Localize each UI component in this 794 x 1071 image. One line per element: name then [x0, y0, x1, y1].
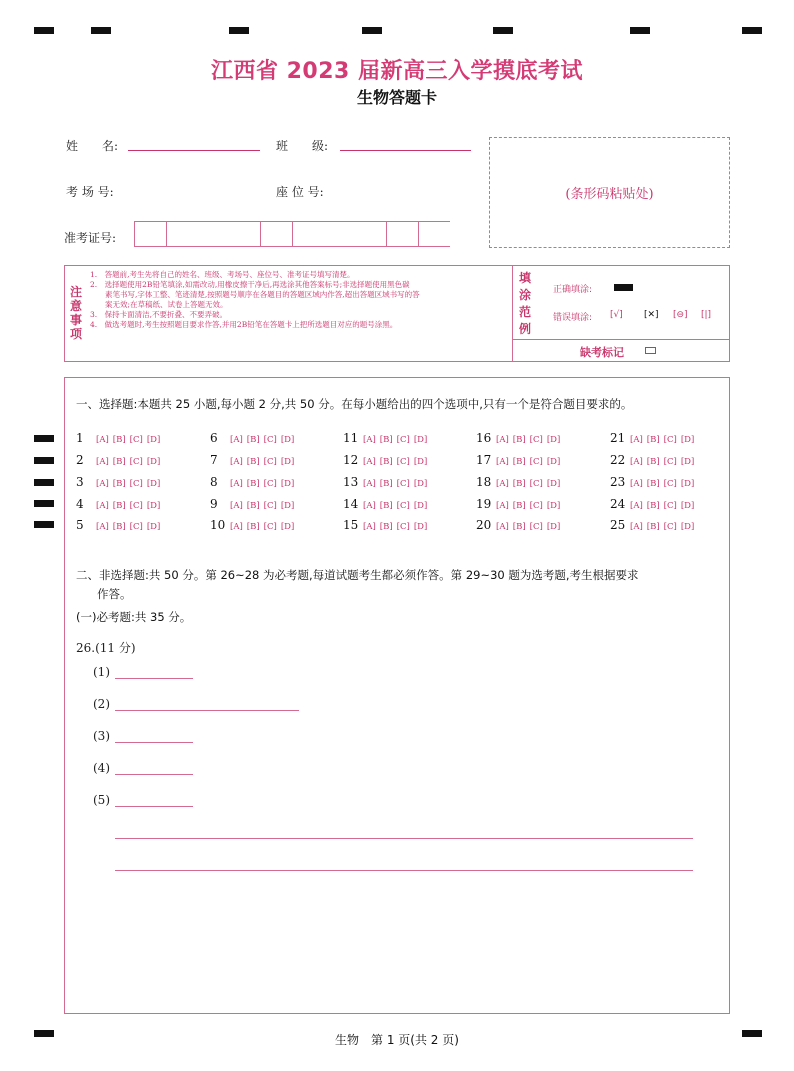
- question-number: 5: [76, 518, 84, 532]
- choice-option-bubble[interactable]: [C]: [529, 522, 543, 532]
- page-footer: 生物 第 1 页(共 2 页): [335, 1033, 459, 1047]
- choice-question-row: [476, 518, 560, 532]
- choice-option-bubble[interactable]: [D]: [146, 479, 161, 489]
- choice-option-bubble[interactable]: [B]: [512, 501, 526, 511]
- choice-option-bubble[interactable]: [B]: [112, 501, 126, 511]
- choice-option-bubble[interactable]: [C]: [129, 435, 143, 445]
- question-number: 10: [210, 518, 226, 532]
- choice-option-bubble[interactable]: [A]: [630, 435, 643, 445]
- choice-option-bubble[interactable]: [B]: [512, 435, 526, 445]
- question-number: 22: [610, 453, 626, 467]
- choice-option-bubble[interactable]: [D]: [280, 435, 295, 445]
- q26-part-5: (5): [93, 793, 110, 807]
- class-field[interactable]: [340, 150, 471, 151]
- question-number: 14: [343, 497, 359, 511]
- question-number: 2: [76, 453, 84, 467]
- choice-option-bubble[interactable]: [D]: [413, 522, 428, 532]
- choice-question-row: [76, 453, 160, 467]
- choice-option-bubble[interactable]: [B]: [246, 522, 260, 532]
- q26-part-4: (4): [93, 761, 110, 775]
- choice-option-bubble[interactable]: [B]: [246, 479, 260, 489]
- section1-heading: 一、选择题:本题共 25 小题,每小题 2 分,共 50 分。在每小题给出的四个选项中,只有一个是符合题目要求的。: [76, 397, 633, 411]
- section2-heading-cont: 作答。: [97, 587, 132, 601]
- choice-question-row: [76, 497, 160, 511]
- question-number: 1: [76, 431, 84, 445]
- choice-option-bubble[interactable]: [C]: [663, 501, 677, 511]
- question-number: 18: [476, 475, 492, 489]
- q26-part-2: (2): [93, 697, 110, 711]
- question-number: 12: [343, 453, 359, 467]
- choice-question-row: [343, 497, 427, 511]
- question-number: 19: [476, 497, 492, 511]
- question-number: 6: [210, 431, 218, 445]
- timing-mark: [34, 435, 54, 442]
- choice-option-bubble[interactable]: [C]: [663, 479, 677, 489]
- choice-option-bubble[interactable]: [A]: [496, 457, 509, 467]
- choice-option-bubble[interactable]: [B]: [379, 522, 393, 532]
- answer-line[interactable]: [115, 838, 693, 839]
- choice-option-bubble[interactable]: [A]: [363, 435, 376, 445]
- timing-mark: [34, 500, 54, 507]
- name-field[interactable]: [128, 150, 260, 151]
- choice-option-bubble[interactable]: [A]: [230, 522, 243, 532]
- choice-option-bubble[interactable]: [B]: [379, 457, 393, 467]
- choice-question-row: [210, 453, 294, 467]
- choice-option-bubble[interactable]: [D]: [680, 501, 695, 511]
- choice-option-bubble[interactable]: [C]: [129, 501, 143, 511]
- choice-option-bubble[interactable]: [B]: [112, 522, 126, 532]
- section2-heading: 二、非选择题:共 50 分。第 26~28 为必考题,每道试题考生都必须作答。第 29~30 题为选考题,考生根据要求: [76, 568, 639, 582]
- choice-option-bubble[interactable]: [B]: [646, 522, 660, 532]
- divider: [512, 265, 513, 362]
- choice-option-bubble[interactable]: [D]: [546, 501, 561, 511]
- notice-item: 素笔书写,字体工整、笔迹清楚,按照题号顺序在各题目的答题区域内作答,超出答题区域书写的答: [90, 290, 420, 299]
- question-number: 7: [210, 453, 218, 467]
- choice-option-bubble[interactable]: [A]: [363, 501, 376, 511]
- choice-option-bubble[interactable]: [A]: [96, 522, 109, 532]
- choice-option-bubble[interactable]: [D]: [280, 479, 295, 489]
- choice-option-bubble[interactable]: [D]: [413, 479, 428, 489]
- choice-option-bubble[interactable]: [D]: [546, 435, 561, 445]
- question-number: 25: [610, 518, 626, 532]
- question-number: 13: [343, 475, 359, 489]
- question-number: 3: [76, 475, 84, 489]
- choice-question-row: [610, 431, 694, 445]
- choice-option-bubble[interactable]: [C]: [396, 501, 410, 511]
- choice-option-bubble[interactable]: [C]: [663, 435, 677, 445]
- choice-option-bubble[interactable]: [C]: [396, 479, 410, 489]
- choice-option-bubble[interactable]: [D]: [413, 501, 428, 511]
- question-number: 15: [343, 518, 359, 532]
- q26-part-3: (3): [93, 729, 110, 743]
- choice-option-bubble[interactable]: [A]: [630, 479, 643, 489]
- notice-item: 案无效;在草稿纸、试卷上答题无效。: [90, 300, 228, 309]
- notice-item: 1. 答题前,考生先将自己的姓名、班级、考场号、座位号、准考证号填写清楚。: [90, 270, 355, 279]
- q26-part-1-line[interactable]: [115, 678, 193, 679]
- choice-option-bubble[interactable]: [B]: [512, 457, 526, 467]
- wrong-fill-sample: [⊖]: [673, 310, 688, 320]
- choice-option-bubble[interactable]: [A]: [96, 435, 109, 445]
- choice-question-row: [343, 518, 427, 532]
- choice-option-bubble[interactable]: [B]: [646, 501, 660, 511]
- choice-question-row: [210, 431, 294, 445]
- q26-part-4-line[interactable]: [115, 774, 193, 775]
- correct-fill-label: 正确填涂:: [553, 285, 593, 295]
- choice-option-bubble[interactable]: [B]: [646, 435, 660, 445]
- choice-option-bubble[interactable]: [A]: [230, 435, 243, 445]
- choice-question-row: [476, 453, 560, 467]
- choice-question-row: [210, 518, 294, 532]
- timing-mark: [742, 27, 762, 34]
- barcode-text: (条形码粘贴处): [565, 187, 654, 202]
- choice-question-row: [210, 475, 294, 489]
- choice-question-row: [76, 431, 160, 445]
- choice-option-bubble[interactable]: [C]: [529, 479, 543, 489]
- notice-item: 3. 保持卡面清洁,不要折叠、不要弄破。: [90, 310, 228, 319]
- question-number: 8: [210, 475, 218, 489]
- choice-option-bubble[interactable]: [A]: [630, 522, 643, 532]
- choice-option-bubble[interactable]: [A]: [496, 479, 509, 489]
- choice-question-row: [610, 497, 694, 511]
- question-number: 20: [476, 518, 492, 532]
- timing-mark: [34, 521, 54, 528]
- choice-option-bubble[interactable]: [C]: [396, 457, 410, 467]
- wrong-fill-sample: [|]: [701, 310, 712, 320]
- choice-question-row: [76, 518, 160, 532]
- choice-option-bubble[interactable]: [D]: [146, 457, 161, 467]
- choice-option-bubble[interactable]: [C]: [263, 457, 277, 467]
- choice-option-bubble[interactable]: [C]: [663, 522, 677, 532]
- choice-option-bubble[interactable]: [A]: [230, 501, 243, 511]
- choice-option-bubble[interactable]: [D]: [546, 479, 561, 489]
- timing-mark: [34, 457, 54, 464]
- question-number: 11: [343, 431, 359, 445]
- choice-question-row: [476, 431, 560, 445]
- notice-item: 4. 做选考题时,考生按照题目要求作答,并用2B铅笔在答题卡上把所选题目对应的题号涂黑。: [90, 320, 398, 329]
- choice-option-bubble[interactable]: [A]: [363, 479, 376, 489]
- choice-option-bubble[interactable]: [C]: [129, 522, 143, 532]
- choice-option-bubble[interactable]: [A]: [496, 501, 509, 511]
- choice-option-bubble[interactable]: [C]: [529, 457, 543, 467]
- notice-list: [90, 270, 510, 330]
- answer-line[interactable]: [115, 870, 693, 871]
- choice-option-bubble[interactable]: [D]: [146, 522, 161, 532]
- choice-option-bubble[interactable]: [C]: [129, 457, 143, 467]
- timing-mark: [34, 479, 54, 486]
- required-heading: (一)必考题:共 35 分。: [76, 610, 192, 624]
- choice-option-bubble[interactable]: [C]: [663, 457, 677, 467]
- choice-question-row: [210, 497, 294, 511]
- choice-option-bubble[interactable]: [C]: [396, 522, 410, 532]
- q26-part-2-line[interactable]: [115, 710, 299, 711]
- fill-example-title: 填涂范例: [519, 271, 532, 336]
- choice-option-bubble[interactable]: [D]: [146, 501, 161, 511]
- choice-option-bubble[interactable]: [C]: [263, 479, 277, 489]
- choice-option-bubble[interactable]: [D]: [546, 457, 561, 467]
- choice-option-bubble[interactable]: [C]: [129, 479, 143, 489]
- choice-option-bubble[interactable]: [A]: [96, 457, 109, 467]
- choice-option-bubble[interactable]: [B]: [112, 435, 126, 445]
- choice-option-bubble[interactable]: [C]: [263, 501, 277, 511]
- seat-label: 座 位 号:: [276, 185, 324, 199]
- choice-option-bubble[interactable]: [B]: [246, 457, 260, 467]
- question-number: 4: [76, 497, 84, 511]
- choice-option-bubble[interactable]: [B]: [646, 479, 660, 489]
- choice-question-row: [343, 453, 427, 467]
- wrong-fill-sample: [√]: [610, 310, 623, 320]
- choice-option-bubble[interactable]: [D]: [680, 522, 695, 532]
- choice-question-row: [76, 475, 160, 489]
- answer-area: [64, 377, 730, 1014]
- absent-mark-label: 缺考标记: [580, 346, 624, 359]
- choice-option-bubble[interactable]: [A]: [363, 522, 376, 532]
- choice-option-bubble[interactable]: [B]: [112, 457, 126, 467]
- choice-option-bubble[interactable]: [B]: [646, 457, 660, 467]
- wrong-fill-sample: [✕]: [644, 310, 659, 320]
- exam-room-label: 考 场 号:: [66, 185, 114, 199]
- correct-fill-sample: [614, 284, 633, 291]
- choice-option-bubble[interactable]: [D]: [146, 435, 161, 445]
- question-number: 9: [210, 497, 218, 511]
- q26-part-5-line[interactable]: [115, 806, 193, 807]
- choice-option-bubble[interactable]: [A]: [96, 501, 109, 511]
- notice-item: 2. 选择题使用2B铅笔填涂,如需改动,用橡皮擦干净后,再选涂其他答案标号;非选择题使用黑色碳: [90, 280, 410, 289]
- choice-option-bubble[interactable]: [B]: [246, 435, 260, 445]
- choice-option-bubble[interactable]: [B]: [246, 501, 260, 511]
- exam-id-grid[interactable]: [134, 221, 450, 247]
- choice-option-bubble[interactable]: [A]: [230, 457, 243, 467]
- choice-option-bubble[interactable]: [D]: [680, 435, 695, 445]
- choice-option-bubble[interactable]: [A]: [230, 479, 243, 489]
- wrong-fill-label: 错误填涂:: [553, 313, 593, 323]
- question-number: 17: [476, 453, 492, 467]
- choice-option-bubble[interactable]: [B]: [379, 435, 393, 445]
- choice-option-bubble[interactable]: [C]: [529, 501, 543, 511]
- timing-mark: [362, 27, 382, 34]
- choice-option-bubble[interactable]: [A]: [96, 479, 109, 489]
- choice-question-row: [343, 475, 427, 489]
- choice-option-bubble[interactable]: [C]: [396, 435, 410, 445]
- choice-option-bubble[interactable]: [D]: [680, 457, 695, 467]
- choice-option-bubble[interactable]: [C]: [529, 435, 543, 445]
- timing-mark: [493, 27, 513, 34]
- q26-part-1: (1): [93, 665, 110, 679]
- choice-option-bubble[interactable]: [A]: [363, 457, 376, 467]
- choice-option-bubble[interactable]: [D]: [280, 522, 295, 532]
- name-label: 姓 名:: [66, 139, 119, 153]
- choice-question-row: [343, 431, 427, 445]
- choice-option-bubble[interactable]: [D]: [280, 457, 295, 467]
- choice-option-bubble[interactable]: [B]: [512, 479, 526, 489]
- choice-option-bubble[interactable]: [D]: [413, 457, 428, 467]
- choice-option-bubble[interactable]: [C]: [263, 522, 277, 532]
- timing-mark: [229, 27, 249, 34]
- choice-question-row: [610, 518, 694, 532]
- choice-option-bubble[interactable]: [D]: [546, 522, 561, 532]
- page-title: 江西省 2023 届新高三入学摸底考试: [210, 59, 584, 84]
- choice-option-bubble[interactable]: [B]: [512, 522, 526, 532]
- choice-option-bubble[interactable]: [A]: [630, 501, 643, 511]
- question-26-label: 26.(11 分): [76, 641, 136, 655]
- divider: [512, 339, 730, 340]
- question-number: 24: [610, 497, 626, 511]
- choice-question-row: [476, 475, 560, 489]
- class-label: 班 级:: [276, 139, 329, 153]
- timing-mark: [630, 27, 650, 34]
- question-number: 16: [476, 431, 492, 445]
- choice-option-bubble[interactable]: [D]: [280, 501, 295, 511]
- choice-option-bubble[interactable]: [B]: [112, 479, 126, 489]
- notice-title: 注意事项: [70, 285, 83, 341]
- choice-option-bubble[interactable]: [A]: [496, 435, 509, 445]
- choice-option-bubble[interactable]: [B]: [379, 501, 393, 511]
- barcode-area: [489, 137, 730, 248]
- question-number: 23: [610, 475, 626, 489]
- choice-question-row: [610, 475, 694, 489]
- absent-mark-box[interactable]: [645, 347, 656, 354]
- choice-question-row: [610, 453, 694, 467]
- q26-part-3-line[interactable]: [115, 742, 193, 743]
- choice-option-bubble[interactable]: [D]: [680, 479, 695, 489]
- timing-mark: [34, 27, 54, 34]
- question-number: 21: [610, 431, 626, 445]
- choice-option-bubble[interactable]: [C]: [263, 435, 277, 445]
- exam-id-label: 准考证号:: [64, 231, 117, 245]
- choice-option-bubble[interactable]: [B]: [379, 479, 393, 489]
- choice-option-bubble[interactable]: [A]: [630, 457, 643, 467]
- choice-question-row: [476, 497, 560, 511]
- page-subtitle: 生物答题卡: [356, 88, 437, 107]
- timing-mark: [91, 27, 111, 34]
- choice-option-bubble[interactable]: [D]: [413, 435, 428, 445]
- choice-option-bubble[interactable]: [A]: [496, 522, 509, 532]
